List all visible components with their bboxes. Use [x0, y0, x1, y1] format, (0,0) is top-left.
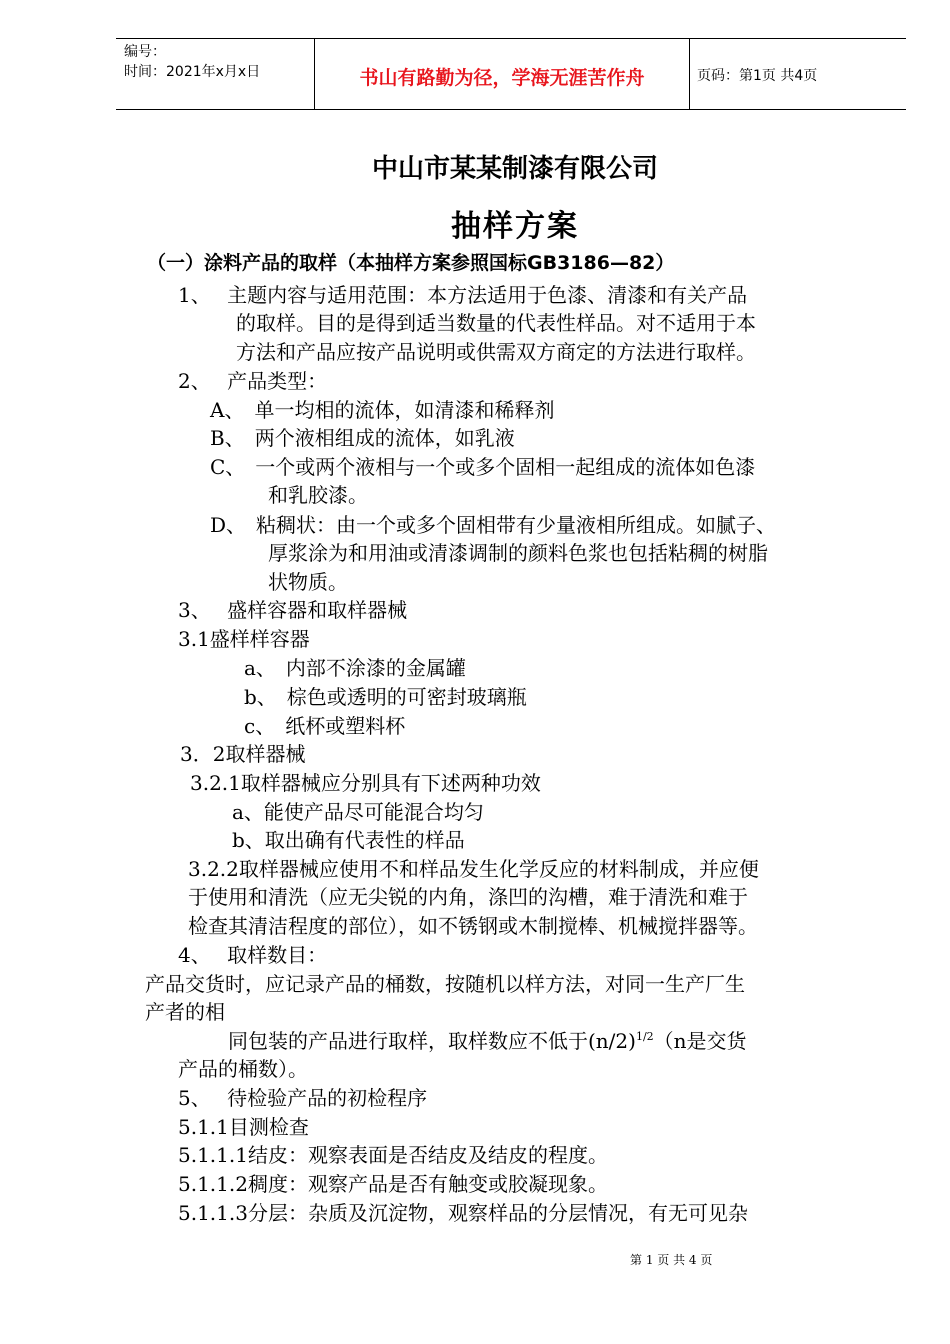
- body-line: 方法和产品应按产品说明或供需双方商定的方法进行取样。: [236, 340, 756, 364]
- body-line: 5、 待检验产品的初检程序: [178, 1086, 428, 1110]
- body-line: 产品交货时，应记录产品的桶数，按随机以样方法，对同一生产厂生: [145, 972, 745, 996]
- header-left-cell: [116, 39, 314, 109]
- header-motto: 书山有路勤为径，学海无涯苦作舟: [359, 67, 645, 89]
- sample-count-text: 同包装的产品进行取样，取样数应不低于(n/2): [228, 1029, 636, 1053]
- body-line: 的取样。目的是得到适当数量的代表性样品。对不适用于本: [236, 311, 756, 335]
- body-line: b、取出确有代表性的样品: [232, 828, 465, 852]
- body-line: a、能使产品尽可能混合均匀: [232, 800, 484, 824]
- body-line: 检查其清洁程度的部位），如不锈钢或木制搅棒、机械搅拌器等。: [188, 914, 758, 938]
- header-page-cell: [689, 39, 906, 109]
- body-line: 3．2取样器械: [180, 742, 306, 766]
- sample-count-exponent: 1/2: [635, 1030, 654, 1043]
- body-line: 厚浆涂为和用油或清漆调制的颜料色浆也包括粘稠的树脂: [268, 541, 768, 565]
- body-line: 3.2.1取样器械应分别具有下述两种功效: [190, 771, 541, 795]
- document-title: 抽样方案: [451, 209, 579, 244]
- body-line: 5.1.1.1结皮：观察表面是否结皮及结皮的程度。: [178, 1143, 608, 1167]
- body-line: 状物质。: [268, 570, 348, 594]
- page-footer: 第 1 页 共 4 页: [630, 1253, 713, 1267]
- body-line: 产品的桶数）。: [178, 1057, 308, 1081]
- header-motto-cell: [314, 39, 690, 109]
- sample-count-line: [228, 1028, 747, 1058]
- body-line: 5.1.1.3分层：杂质及沉淀物，观察样品的分层情况，有无可见杂: [178, 1201, 748, 1225]
- company-name: 中山市某某制漆有限公司: [371, 154, 658, 184]
- header-number-label: 编号：: [124, 44, 166, 60]
- body-line: 3.1盛样样容器: [178, 627, 310, 651]
- body-line: 4、 取样数目：: [178, 943, 328, 967]
- body-line: 5.1.1.2稠度：观察产品是否有触变或胶凝现象。: [178, 1172, 608, 1196]
- body-line: 5.1.1目测检查: [178, 1115, 309, 1139]
- body-line: 和乳胶漆。: [268, 483, 368, 507]
- body-line: c、 纸杯或塑料杯: [244, 714, 406, 738]
- body-line: C、 一个或两个液相与一个或多个固相一起组成的流体如色漆: [210, 455, 756, 479]
- body-line: 2、 产品类型：: [178, 369, 328, 393]
- sample-count-text-end: （n是交货: [653, 1029, 747, 1053]
- body-line: a、 内部不涂漆的金属罐: [244, 656, 466, 680]
- page-header: [116, 38, 906, 110]
- header-page-label: 页码：第1页 共4页: [697, 68, 818, 84]
- body-line: 1、 主题内容与适用范围：本方法适用于色漆、清漆和有关产品: [178, 283, 748, 307]
- body-line: D、 粘稠状：由一个或多个固相带有少量液相所组成。如腻子、: [210, 513, 777, 537]
- body-line: B、 两个液相组成的流体，如乳液: [210, 426, 515, 450]
- body-line: b、 棕色或透明的可密封玻璃瓶: [244, 685, 527, 709]
- body-line: 3、 盛样容器和取样器械: [178, 598, 408, 622]
- section-heading: （一）涂料产品的取样（本抽样方案参照国标GB3186—82）: [147, 252, 675, 274]
- header-time-label: 时间：2021年x月x日: [124, 64, 261, 80]
- body-line: A、 单一均相的流体，如清漆和稀释剂: [210, 398, 555, 422]
- body-line: 产者的相: [145, 1000, 225, 1024]
- body-line: 3.2.2取样器械应使用不和样品发生化学反应的材料制成，并应便: [188, 857, 759, 881]
- body-line: 于使用和清洗（应无尖锐的内角，涤凹的沟槽，难于清洗和难于: [188, 885, 748, 909]
